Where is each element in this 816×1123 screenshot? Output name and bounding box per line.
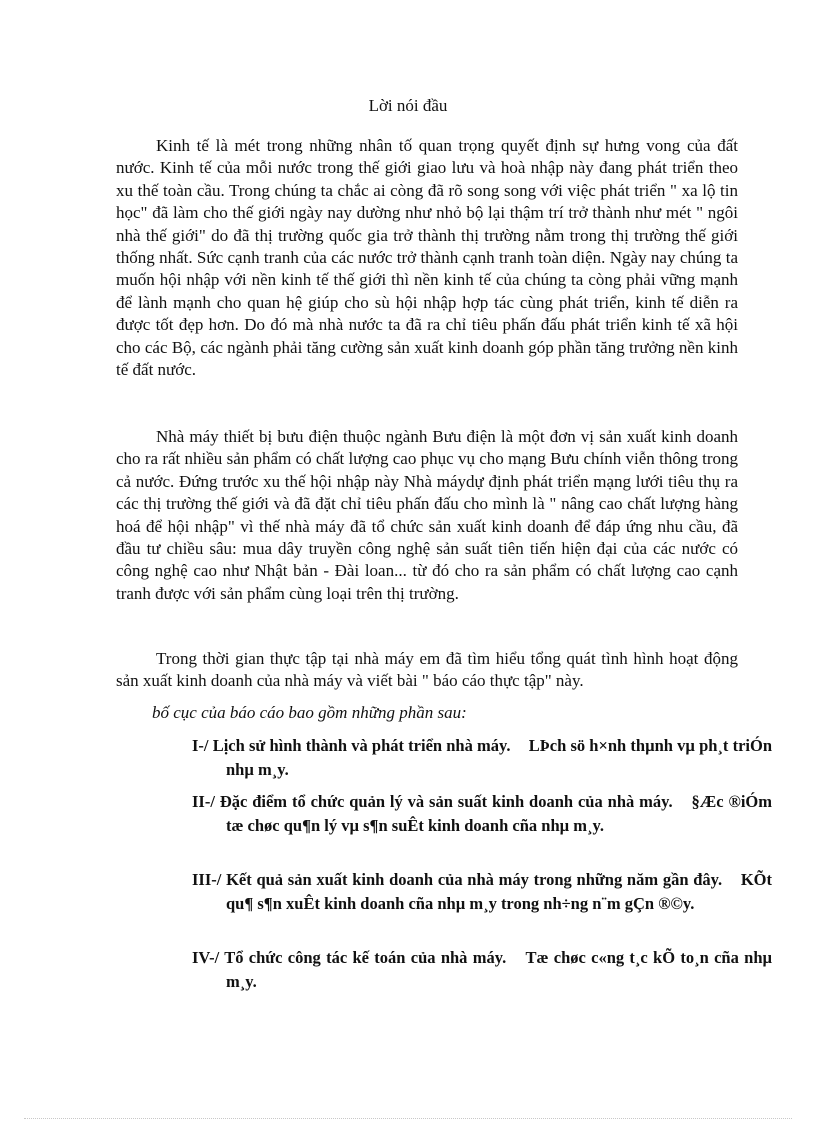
outline-item-number: IV-/	[192, 948, 220, 967]
outline-item-text: Đặc điểm tổ chức quản lý và sản suất kinh doanh của nhà máy.	[219, 792, 673, 811]
outline-item-garbled: §Æc ®iÓm tæ chøc qu¶n lý vµ s¶n suÊt kinh doanh cña nhµ m¸y.	[226, 792, 772, 835]
outline-item-1	[192, 734, 772, 782]
outline-item-number: I-/	[192, 736, 209, 755]
outline-item-number: II-/	[192, 792, 215, 811]
outline-intro: bố cục của báo cáo bao gồm những phần sau:	[152, 703, 467, 722]
outline-item-2	[192, 790, 772, 838]
paragraph-2: Nhà máy thiết bị bưu điện thuộc ngành Bưu điện là một đơn vị sản xuất kinh doanh cho ra rất nhiều sản phẩm có chất lượng cao phục vụ cho mạng Bưu chính viễn thông trong cả nước. Đứng trước xu thế hội nhập này Nhà máydự định phát triển mạng lưới tiêu thụ ra các thị trường thế giới và đã đặt chỉ tiêu phấn đấu cho mình là " nâng cao chất lượng hàng hoá để hội nhập" vì thế nhà máy đã tổ chức sản xuất kinh doanh để đáp ứng nhu cầu, đã đầu tư chiều sâu: mua dây truyền công nghệ sản suất tiên tiến hiện đại của các nước có công nghệ cao như Nhật bản - Đài loan... từ đó cho ra sản phẩm có chất lượng cao cạnh tranh được với sản phẩm cùng loại trên thị trường.	[116, 427, 738, 603]
outline-item-garbled: Tæ chøc c«ng t¸c kÕ to¸n cña nhµ m¸y.	[226, 948, 773, 991]
outline-item-4	[192, 946, 772, 994]
outline-item-text: Kết quả sản xuất kinh doanh của nhà máy trong những năm gần đây.	[226, 870, 723, 889]
page-title: Lời nói đầu	[368, 96, 448, 115]
page-bottom-divider	[24, 1118, 792, 1119]
outline-item-text: Lịch sử hình thành và phát triển nhà máy.	[212, 736, 511, 755]
paragraph-3: Trong thời gian thực tập tại nhà máy em đã tìm hiểu tổng quát tình hình hoạt động sản xuất kinh doanh của nhà máy và viết bài " báo cáo thực tập" này.	[116, 649, 738, 691]
outline-item-text: Tổ chức công tác kế toán của nhà máy.	[224, 948, 507, 967]
outline-item-3	[192, 868, 772, 916]
paragraph-1: Kinh tế là mét trong những nhân tố quan trọng quyết định sự hưng vong của đất nước. Kinh tế của mỗi nước trong thế giới giao lưu và hoà nhập này đang phát triển theo xu thế toàn cầu. Trong chúng ta chắc ai còng đã rõ song song với việc phát triển " xa lộ tin học" đã làm cho thế giới ngày nay dường như nhỏ bộ lại thậm trí trở thành như mét " ngôi nhà thế giới" do đã thị trường quốc gia trở thành thị trường nằm trong thị trường thế giới thống nhất. Sức cạnh tranh của các nước trở thành cạnh tranh toàn diện. Ngày nay chúng ta muốn hội nhập với nền kinh tế thế giới thì nền kinh tế của chúng ta còng phải vững mạnh để lành mạnh cho quan hệ giúp cho sù hội nhập hợp tác cùng phát triển, kinh tế diễn ra được tốt đẹp hơn. Do đó mà nhà nước ta đã ra chỉ tiêu phấn đấu phát triển kinh tế xã hội cho các Bộ, các ngành phải tăng cường sản xuất kinh doanh góp phần tăng trưởng nền kinh tế đất nước.	[116, 136, 738, 380]
outline-item-number: III-/	[192, 870, 222, 889]
outline-item-garbled: KÕt qu¶ s¶n xuÊt kinh doanh cña nhµ m¸y trong nh÷ng n¨m gÇn ®©y.	[226, 870, 773, 913]
outline-item-garbled: LÞch sö h×nh thµnh vµ ph¸t triÓn nhµ m¸y.	[226, 736, 773, 779]
